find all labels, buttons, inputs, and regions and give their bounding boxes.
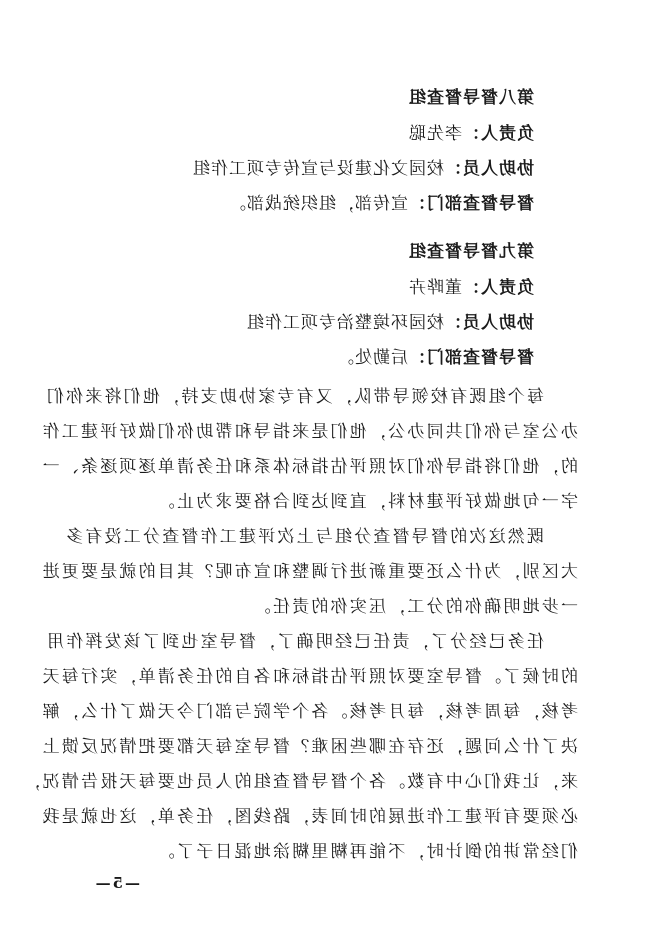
paragraph-line: 考核，每周考核，每月考核。各个学院与部门今天做了什么，解: [40, 702, 578, 722]
group8-assist-value: 校园文化建设与宣传专项工作组: [192, 159, 444, 179]
paragraph-1: [40, 380, 578, 520]
group8-leader-label: 负责人：: [462, 124, 534, 144]
paragraph-2: [40, 520, 578, 625]
paragraph-line: 既然这次的督导督查分组与上次评建工作督查分工没有多: [64, 527, 544, 547]
paragraph-line: 每个组既有校领导带队，又有专家协助支持，他们将来你们: [44, 387, 544, 407]
paragraph-line: 字一句地做好评建材料，直到达到合格要求为止。: [155, 492, 578, 512]
group8-leader-value: 李先聪: [408, 124, 462, 144]
group9-dept-value: 后勤处。: [336, 348, 408, 368]
paragraph-line: 大区别，为什么还要重新进行调整和宣布呢？其目的就是要更进: [40, 562, 578, 582]
paragraph-line: 必须要有评建工作进展的时间表，路线图，任务单，这也就是我: [40, 807, 578, 827]
group9-dept-label: 督导督查部门：: [408, 348, 534, 368]
paragraph-line: 决了什么问题，还存在哪些困难？督导室每天都要把情况反馈上: [40, 737, 578, 757]
group8-assist-row: [192, 159, 534, 179]
group9-leader-row: [408, 278, 534, 298]
group8-title: 第八督导督查组: [408, 88, 534, 108]
group8-dept-value: 宣传部，组织统战部。: [228, 194, 408, 214]
group8-leader-row: [408, 124, 534, 144]
group9-title: 第九督导督查组: [408, 242, 534, 262]
group9-dept-row: [336, 348, 534, 368]
paragraph-line: 们经常讲的倒计时，不能再糊里糊涂地混日子了。: [155, 842, 578, 862]
paragraph-line: 来，让我们心中有数。各个督导督查组的人员也要每天报告情况，: [21, 772, 578, 792]
group9-assist-value: 校园环境整治专项工作组: [246, 313, 444, 333]
group9-assist-row: [246, 313, 534, 333]
group8-assist-label: 协助人员：: [444, 159, 534, 179]
paragraph-line: 办公室与你们共同办公，他们是来指导和帮助你们做好评建工作: [40, 422, 578, 442]
paragraph-line: 的，他们将指导你们对照评估指标体系和任务清单逐项逐条、一: [40, 457, 578, 477]
paragraph-3: [21, 625, 578, 870]
page-number: —5—: [93, 874, 140, 892]
paragraph-line: 的时候了。督导室要对照评估指标和各自的任务清单，实行每天: [40, 667, 578, 687]
group9-leader-label: 负责人：: [462, 278, 534, 298]
group8-dept-label: 督导督查部门：: [408, 194, 534, 214]
paragraph-line: 一步地明确你的分工，压实你的责任。: [251, 597, 578, 617]
paragraph-line: 任务已经分了，责任已经明确了，督导室也到了该发挥作用: [44, 632, 544, 652]
group8-dept-row: [228, 194, 534, 214]
group9-leader-value: 董晔卉: [408, 278, 462, 298]
group9-assist-label: 协助人员：: [444, 313, 534, 333]
